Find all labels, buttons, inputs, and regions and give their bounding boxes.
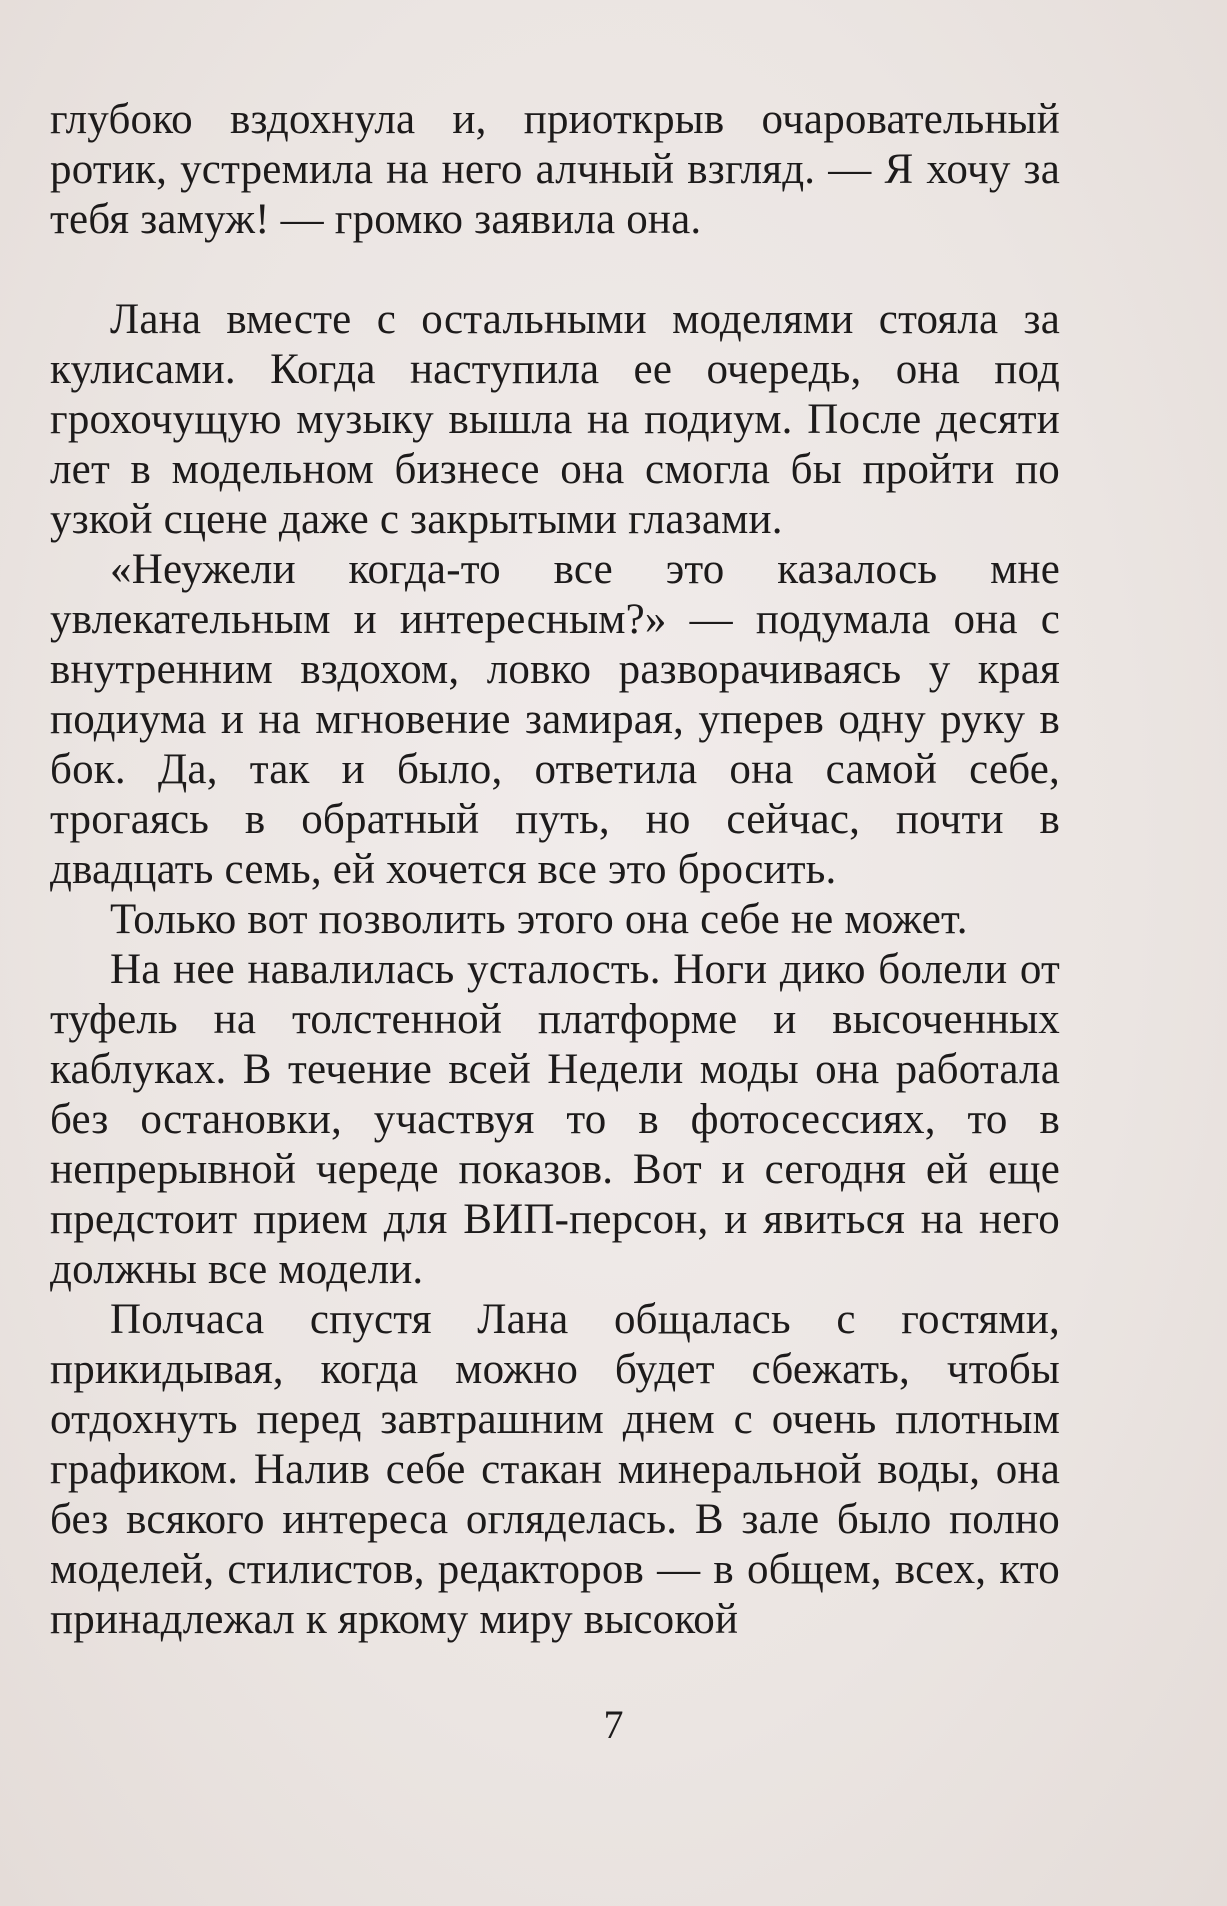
paragraph-backstage: Лана вместе с остальными моделями стояла за кулисами. Когда наступила ее очередь, она под грохочущую музыку вышла на подиум. После десяти лет в модельном бизнесе она смогла бы пройти по узкой сцене даже с закрытыми глазами. [50,296,1060,543]
paragraph-reception: Полчаса спустя Лана общалась с гостями, прикидывая, когда можно будет сбежать, чтобы отдохнуть перед завтрашним днем с очень плотным графиком. Налив себе стакан минеральной воды, она без всякого интереса огляделась. В зале было полно моделей, стилистов, редакторов — в общем, всех, кто принадлежал к яркому миру высокой [50,1296,1060,1643]
paragraph-inner-thought: «Неужели когда-то все это казалось мне увлекательным и интересным?» — подумала она с внутренним вздохом, ловко разворачиваясь у края подиума и на мгновение замирая, уперев одну руку в бок. Да, так и было, ответила она самой себе, трогаясь в обратный путь, но сейчас, почти в двадцать семь, ей хочется все это бросить. [50,546,1060,893]
paragraph-fatigue: На нее навалилась усталость. Ноги дико болели от туфель на толстенной платформе и высоченных каблуках. В течение всей Недели моды она работала без остановки, участвуя то в фотосессиях, то в непрерывной череде показов. Вот и сегодня ей еще предстоит прием для ВИП-персон, и явиться на него должны все модели. [50,946,1060,1293]
paragraph-cannot-afford: Только вот позволить этого она себе не может. [110,896,968,943]
page-text [50,95,1060,1645]
paragraph-continuation: глубоко вздохнула и, приоткрыв очаровательный ротик, устремила на него алчный взгляд. — Я хочу за тебя замуж! — громко заявила она. [50,96,1060,243]
page-number: 7 [603,1702,624,1747]
